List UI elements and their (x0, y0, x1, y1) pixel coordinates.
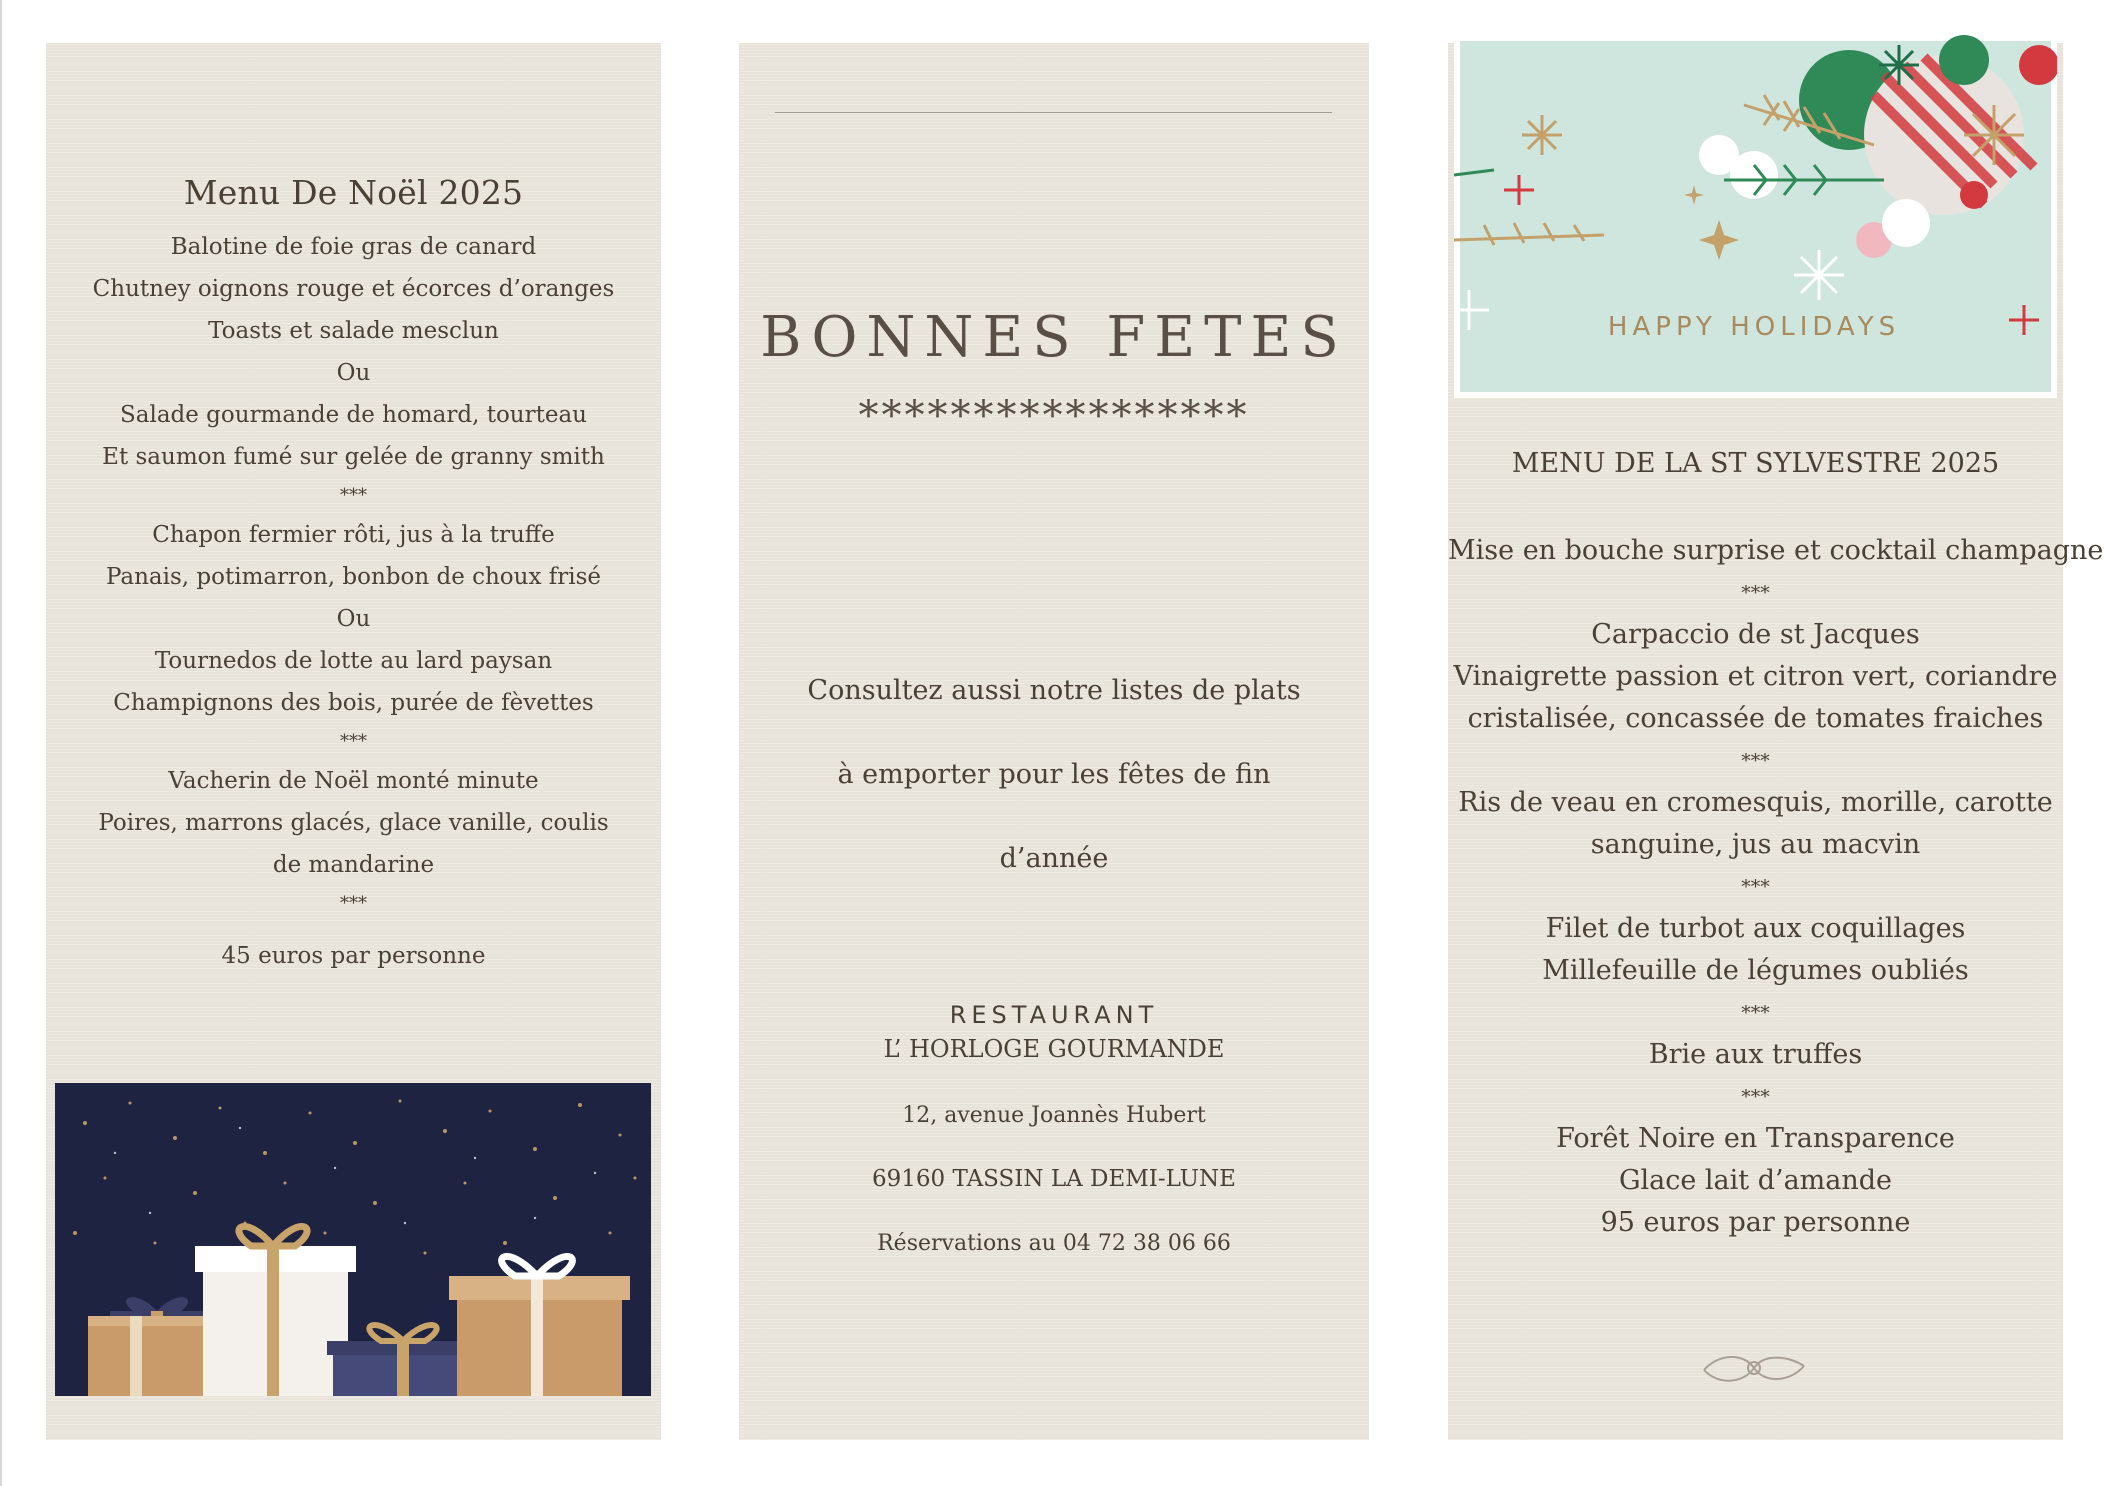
menu-item: Vacherin de Noël monté minute (168, 768, 539, 794)
menu-item: cristalisée, concassée de tomates fraiches (1467, 703, 2044, 734)
menu-item: Filet de turbot aux coquillages (1545, 913, 1966, 944)
menu-item: Mise en bouche surprise et cocktail champagne (1448, 535, 2104, 566)
restaurant-city: 69160 TASSIN LA DEMI-LUNE (872, 1166, 1236, 1192)
new-year-menu-title: MENU DE LA ST SYLVESTRE 2025 (1511, 448, 2000, 479)
takeaway-notice (739, 649, 1369, 901)
menu-item: Chapon fermier rôti, jus à la truffe (152, 522, 555, 548)
greeting-title: BONNES FETES (760, 305, 1348, 370)
holiday-ornaments-illustration (1454, 35, 2057, 398)
menu-item: Poires, marrons glacés, glace vanille, coulis de mandarine (98, 810, 609, 878)
course-separator: *** (1741, 1086, 1770, 1108)
course-separator: *** (1741, 876, 1770, 898)
menu-item: Ou (336, 606, 371, 632)
menu-item: Brie aux truffes (1648, 1039, 1863, 1070)
restaurant-name: L’ HORLOGE GOURMANDE (883, 1035, 1225, 1063)
happy-holidays-caption: HAPPY HOLIDAYS (1607, 312, 1901, 342)
menu-item: Tournedos de lotte au lard paysan (154, 648, 553, 674)
takeaway-line: à emporter pour les fêtes de fin (837, 759, 1271, 790)
takeaway-line: Consultez aussi notre listes de plats (807, 675, 1301, 706)
takeaway-line: d’année (999, 843, 1109, 874)
course-separator: *** (1741, 1002, 1770, 1024)
reservation-phone: Réservations au 04 72 38 06 66 (877, 1231, 1231, 1256)
menu-item: Chutney oignons rouge et écorces d’oranges (92, 276, 615, 302)
christmas-menu-price: 45 euros par personne (221, 943, 486, 969)
menu-item: Balotine de foie gras de canard (170, 234, 537, 260)
course-separator: *** (1741, 582, 1770, 604)
menu-item: Et saumon fumé sur gelée de granny smith (102, 444, 605, 470)
flourish-ornament (1694, 1348, 1814, 1388)
menu-item: Ris de veau en cromesquis, morille, carotte (1458, 787, 2053, 818)
menu-item: Vinaigrette passion et citron vert, coriandre (1453, 661, 2058, 692)
restaurant-address: 12, avenue Joannès Hubert (902, 1103, 1206, 1128)
course-separator: *** (340, 893, 367, 914)
menu-item: Panais, potimarron, bonbon de choux frisé (105, 564, 602, 590)
greeting-asterisks: ***************** (858, 393, 1250, 439)
christmas-menu-panel (46, 43, 661, 1440)
menu-item: Carpaccio de st Jacques (1591, 619, 1920, 650)
menu-item: Toasts et salade mesclun (208, 318, 499, 344)
menu-item: sanguine, jus au macvin (1590, 829, 1921, 860)
course-separator: *** (340, 731, 367, 752)
top-divider (775, 112, 1332, 113)
course-separator: *** (340, 485, 367, 506)
new-year-menu-price: 95 euros par personne (1600, 1207, 1911, 1238)
menu-item: Champignons des bois, purée de fèvettes (113, 690, 594, 716)
menu-item: Ou (336, 360, 371, 386)
gift-boxes-illustration (55, 1083, 651, 1396)
restaurant-label: RESTAURANT (949, 1001, 1159, 1029)
page-edge (0, 0, 2, 1486)
christmas-menu-items (46, 226, 661, 922)
menu-item: Millefeuille de légumes oubliés (1542, 955, 1969, 986)
new-year-menu-items (1448, 530, 2104, 1244)
menu-item: Salade gourmande de homard, tourteau (120, 402, 587, 428)
greetings-panel (739, 43, 1369, 1440)
menu-item: Glace lait d’amande (1618, 1165, 1893, 1196)
new-year-menu-panel (1448, 43, 2104, 1440)
course-separator: *** (1741, 750, 1770, 772)
christmas-menu-title: Menu De Noël 2025 (183, 173, 524, 212)
menu-item: Forêt Noire en Transparence (1556, 1123, 1955, 1154)
